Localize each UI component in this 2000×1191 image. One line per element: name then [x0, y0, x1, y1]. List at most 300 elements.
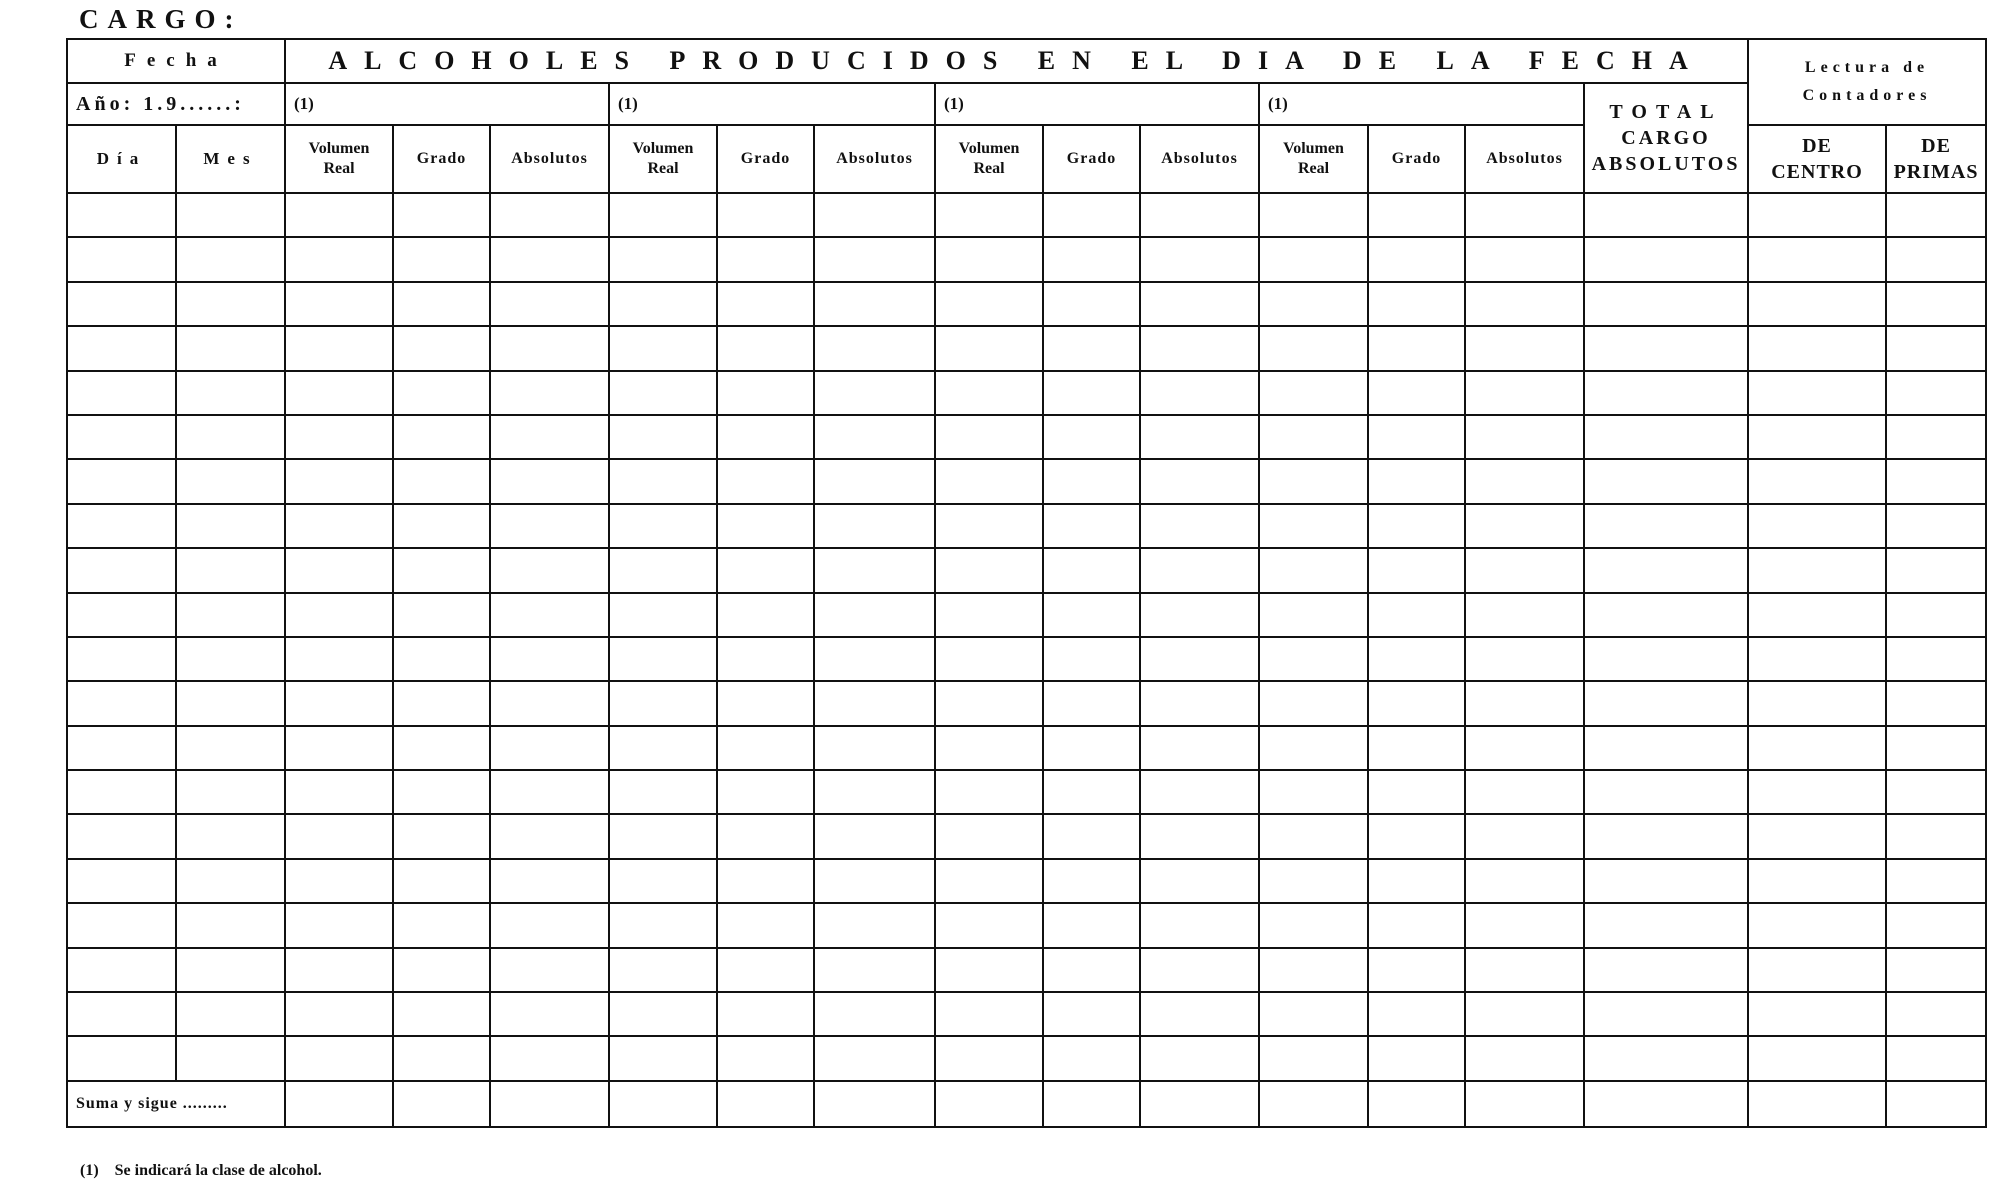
- table-cell[interactable]: [490, 237, 609, 281]
- table-cell[interactable]: [1259, 237, 1368, 281]
- table-cell[interactable]: [490, 282, 609, 326]
- table-cell[interactable]: [1140, 770, 1259, 814]
- table-cell[interactable]: [393, 859, 490, 903]
- table-cell[interactable]: [1584, 859, 1748, 903]
- table-cell[interactable]: [176, 237, 285, 281]
- table-cell[interactable]: [1584, 326, 1748, 370]
- table-cell[interactable]: [1368, 593, 1465, 637]
- table-cell[interactable]: [1368, 814, 1465, 858]
- table-cell[interactable]: [176, 637, 285, 681]
- table-cell[interactable]: [935, 282, 1043, 326]
- table-cell[interactable]: [717, 770, 814, 814]
- table-cell[interactable]: [176, 992, 285, 1036]
- table-cell[interactable]: [285, 504, 393, 548]
- table-cell[interactable]: [176, 726, 285, 770]
- table-cell[interactable]: [1748, 237, 1886, 281]
- table-cell[interactable]: [1465, 326, 1584, 370]
- table-cell[interactable]: [1748, 326, 1886, 370]
- table-cell[interactable]: [1140, 504, 1259, 548]
- table-cell[interactable]: [609, 814, 717, 858]
- table-cell[interactable]: [1584, 459, 1748, 503]
- table-cell[interactable]: [67, 504, 176, 548]
- table-cell[interactable]: [176, 814, 285, 858]
- table-cell[interactable]: [1259, 992, 1368, 1036]
- table-cell[interactable]: [1043, 859, 1140, 903]
- table-cell[interactable]: [1043, 593, 1140, 637]
- table-cell[interactable]: [814, 726, 935, 770]
- table-cell[interactable]: [1886, 415, 1986, 459]
- suma-cell[interactable]: [490, 1081, 609, 1127]
- table-cell[interactable]: [1465, 681, 1584, 725]
- table-cell[interactable]: [935, 859, 1043, 903]
- table-cell[interactable]: [935, 726, 1043, 770]
- table-cell[interactable]: [717, 193, 814, 237]
- table-cell[interactable]: [1886, 859, 1986, 903]
- table-cell[interactable]: [1748, 193, 1886, 237]
- table-cell[interactable]: [393, 948, 490, 992]
- table-cell[interactable]: [1259, 859, 1368, 903]
- table-cell[interactable]: [176, 371, 285, 415]
- table-cell[interactable]: [1259, 770, 1368, 814]
- table-cell[interactable]: [393, 992, 490, 1036]
- table-cell[interactable]: [935, 948, 1043, 992]
- table-cell[interactable]: [1140, 459, 1259, 503]
- table-cell[interactable]: [1043, 948, 1140, 992]
- table-cell[interactable]: [67, 637, 176, 681]
- table-cell[interactable]: [176, 459, 285, 503]
- table-cell[interactable]: [1886, 770, 1986, 814]
- table-cell[interactable]: [1886, 193, 1986, 237]
- table-cell[interactable]: [814, 282, 935, 326]
- table-cell[interactable]: [1584, 770, 1748, 814]
- table-cell[interactable]: [1259, 903, 1368, 947]
- table-cell[interactable]: [1043, 726, 1140, 770]
- table-cell[interactable]: [1886, 1036, 1986, 1080]
- alcohol-class-4[interactable]: (1): [1259, 83, 1584, 125]
- table-cell[interactable]: [1043, 770, 1140, 814]
- table-cell[interactable]: [1368, 415, 1465, 459]
- table-cell[interactable]: [393, 814, 490, 858]
- table-cell[interactable]: [285, 237, 393, 281]
- table-cell[interactable]: [1465, 459, 1584, 503]
- table-cell[interactable]: [490, 504, 609, 548]
- table-cell[interactable]: [67, 326, 176, 370]
- table-cell[interactable]: [1259, 326, 1368, 370]
- table-cell[interactable]: [285, 637, 393, 681]
- table-cell[interactable]: [67, 459, 176, 503]
- table-cell[interactable]: [285, 814, 393, 858]
- table-cell[interactable]: [1259, 814, 1368, 858]
- table-cell[interactable]: [490, 770, 609, 814]
- table-cell[interactable]: [1368, 193, 1465, 237]
- table-cell[interactable]: [609, 681, 717, 725]
- table-cell[interactable]: [1368, 726, 1465, 770]
- suma-cell[interactable]: [1368, 1081, 1465, 1127]
- table-cell[interactable]: [1043, 459, 1140, 503]
- table-cell[interactable]: [1748, 637, 1886, 681]
- table-cell[interactable]: [1886, 992, 1986, 1036]
- table-cell[interactable]: [1368, 948, 1465, 992]
- alcohol-class-3[interactable]: (1): [935, 83, 1259, 125]
- table-cell[interactable]: [176, 948, 285, 992]
- table-cell[interactable]: [1748, 548, 1886, 592]
- table-cell[interactable]: [814, 992, 935, 1036]
- table-cell[interactable]: [814, 459, 935, 503]
- table-cell[interactable]: [1043, 814, 1140, 858]
- table-cell[interactable]: [490, 726, 609, 770]
- table-cell[interactable]: [1043, 903, 1140, 947]
- table-cell[interactable]: [609, 859, 717, 903]
- table-cell[interactable]: [67, 237, 176, 281]
- table-cell[interactable]: [1584, 193, 1748, 237]
- table-cell[interactable]: [1043, 637, 1140, 681]
- table-cell[interactable]: [1140, 1036, 1259, 1080]
- table-cell[interactable]: [1886, 548, 1986, 592]
- table-cell[interactable]: [1140, 282, 1259, 326]
- table-cell[interactable]: [814, 770, 935, 814]
- table-cell[interactable]: [1465, 637, 1584, 681]
- table-cell[interactable]: [490, 548, 609, 592]
- table-cell[interactable]: [285, 681, 393, 725]
- alcohol-class-2[interactable]: (1): [609, 83, 935, 125]
- table-cell[interactable]: [490, 948, 609, 992]
- table-cell[interactable]: [814, 593, 935, 637]
- table-cell[interactable]: [490, 415, 609, 459]
- table-cell[interactable]: [1584, 237, 1748, 281]
- table-cell[interactable]: [609, 459, 717, 503]
- suma-cell[interactable]: [1465, 1081, 1584, 1127]
- table-cell[interactable]: [814, 237, 935, 281]
- table-cell[interactable]: [1368, 903, 1465, 947]
- table-cell[interactable]: [1259, 948, 1368, 992]
- table-cell[interactable]: [1140, 193, 1259, 237]
- table-cell[interactable]: [285, 948, 393, 992]
- table-cell[interactable]: [814, 637, 935, 681]
- table-cell[interactable]: [1465, 859, 1584, 903]
- table-cell[interactable]: [1584, 637, 1748, 681]
- table-cell[interactable]: [935, 814, 1043, 858]
- table-cell[interactable]: [1886, 459, 1986, 503]
- table-cell[interactable]: [814, 415, 935, 459]
- table-cell[interactable]: [717, 282, 814, 326]
- table-cell[interactable]: [1140, 237, 1259, 281]
- table-cell[interactable]: [176, 859, 285, 903]
- table-cell[interactable]: [1043, 681, 1140, 725]
- alcohol-class-1[interactable]: (1): [285, 83, 609, 125]
- table-cell[interactable]: [1140, 637, 1259, 681]
- table-cell[interactable]: [1368, 1036, 1465, 1080]
- table-cell[interactable]: [935, 415, 1043, 459]
- table-cell[interactable]: [1140, 859, 1259, 903]
- table-cell[interactable]: [935, 681, 1043, 725]
- table-cell[interactable]: [1259, 415, 1368, 459]
- table-cell[interactable]: [935, 992, 1043, 1036]
- table-cell[interactable]: [490, 1036, 609, 1080]
- table-cell[interactable]: [285, 859, 393, 903]
- table-cell[interactable]: [1043, 548, 1140, 592]
- table-cell[interactable]: [285, 326, 393, 370]
- table-cell[interactable]: [393, 903, 490, 947]
- table-cell[interactable]: [717, 681, 814, 725]
- table-cell[interactable]: [1140, 371, 1259, 415]
- table-cell[interactable]: [393, 637, 490, 681]
- table-cell[interactable]: [935, 593, 1043, 637]
- table-cell[interactable]: [1584, 903, 1748, 947]
- table-cell[interactable]: [935, 770, 1043, 814]
- table-cell[interactable]: [609, 726, 717, 770]
- table-cell[interactable]: [1465, 193, 1584, 237]
- table-cell[interactable]: [393, 237, 490, 281]
- table-cell[interactable]: [1368, 504, 1465, 548]
- table-cell[interactable]: [1584, 1036, 1748, 1080]
- table-cell[interactable]: [814, 948, 935, 992]
- table-cell[interactable]: [1886, 282, 1986, 326]
- table-cell[interactable]: [1368, 637, 1465, 681]
- table-cell[interactable]: [393, 1036, 490, 1080]
- table-cell[interactable]: [1140, 326, 1259, 370]
- table-cell[interactable]: [490, 992, 609, 1036]
- table-cell[interactable]: [1259, 504, 1368, 548]
- suma-cell[interactable]: [393, 1081, 490, 1127]
- table-cell[interactable]: [1584, 948, 1748, 992]
- table-cell[interactable]: [814, 1036, 935, 1080]
- table-cell[interactable]: [1043, 237, 1140, 281]
- table-cell[interactable]: [609, 326, 717, 370]
- table-cell[interactable]: [1465, 726, 1584, 770]
- suma-cell[interactable]: [1748, 1081, 1886, 1127]
- table-cell[interactable]: [814, 859, 935, 903]
- table-cell[interactable]: [67, 1036, 176, 1080]
- table-cell[interactable]: [67, 681, 176, 725]
- table-cell[interactable]: [285, 992, 393, 1036]
- table-cell[interactable]: [490, 193, 609, 237]
- table-cell[interactable]: [490, 593, 609, 637]
- table-cell[interactable]: [717, 637, 814, 681]
- table-cell[interactable]: [285, 770, 393, 814]
- table-cell[interactable]: [1465, 814, 1584, 858]
- suma-cell[interactable]: [1259, 1081, 1368, 1127]
- table-cell[interactable]: [717, 415, 814, 459]
- suma-cell[interactable]: [1140, 1081, 1259, 1127]
- table-cell[interactable]: [1584, 504, 1748, 548]
- table-cell[interactable]: [1584, 593, 1748, 637]
- table-cell[interactable]: [1748, 681, 1886, 725]
- table-cell[interactable]: [285, 415, 393, 459]
- table-cell[interactable]: [1465, 371, 1584, 415]
- suma-cell[interactable]: [285, 1081, 393, 1127]
- table-cell[interactable]: [176, 193, 285, 237]
- table-cell[interactable]: [285, 726, 393, 770]
- suma-cell[interactable]: [717, 1081, 814, 1127]
- table-cell[interactable]: [717, 726, 814, 770]
- table-cell[interactable]: [1748, 1036, 1886, 1080]
- table-cell[interactable]: [1043, 371, 1140, 415]
- table-cell[interactable]: [717, 859, 814, 903]
- table-cell[interactable]: [1584, 814, 1748, 858]
- suma-cell[interactable]: [1043, 1081, 1140, 1127]
- table-cell[interactable]: [1748, 903, 1886, 947]
- table-cell[interactable]: [490, 814, 609, 858]
- table-cell[interactable]: [1140, 681, 1259, 725]
- table-cell[interactable]: [1584, 548, 1748, 592]
- table-cell[interactable]: [609, 992, 717, 1036]
- table-cell[interactable]: [1465, 504, 1584, 548]
- table-cell[interactable]: [1748, 593, 1886, 637]
- table-cell[interactable]: [1886, 637, 1986, 681]
- table-cell[interactable]: [1886, 903, 1986, 947]
- table-cell[interactable]: [814, 814, 935, 858]
- ano-field[interactable]: Año: 1.9......:: [67, 83, 285, 125]
- table-cell[interactable]: [67, 948, 176, 992]
- table-cell[interactable]: [67, 371, 176, 415]
- table-cell[interactable]: [935, 237, 1043, 281]
- table-cell[interactable]: [1465, 593, 1584, 637]
- table-cell[interactable]: [1465, 903, 1584, 947]
- table-cell[interactable]: [1368, 992, 1465, 1036]
- table-cell[interactable]: [1465, 282, 1584, 326]
- table-cell[interactable]: [935, 326, 1043, 370]
- table-cell[interactable]: [717, 992, 814, 1036]
- table-cell[interactable]: [1368, 371, 1465, 415]
- table-cell[interactable]: [1465, 770, 1584, 814]
- table-cell[interactable]: [1140, 726, 1259, 770]
- table-cell[interactable]: [67, 814, 176, 858]
- table-cell[interactable]: [176, 548, 285, 592]
- table-cell[interactable]: [1043, 326, 1140, 370]
- table-cell[interactable]: [1465, 415, 1584, 459]
- table-cell[interactable]: [1584, 681, 1748, 725]
- table-cell[interactable]: [1584, 992, 1748, 1036]
- table-cell[interactable]: [285, 193, 393, 237]
- table-cell[interactable]: [814, 548, 935, 592]
- table-cell[interactable]: [176, 593, 285, 637]
- table-cell[interactable]: [1584, 371, 1748, 415]
- table-cell[interactable]: [1259, 193, 1368, 237]
- table-cell[interactable]: [717, 593, 814, 637]
- table-cell[interactable]: [814, 371, 935, 415]
- suma-cell[interactable]: [1886, 1081, 1986, 1127]
- table-cell[interactable]: [1368, 859, 1465, 903]
- table-cell[interactable]: [1368, 681, 1465, 725]
- table-cell[interactable]: [393, 371, 490, 415]
- table-cell[interactable]: [1259, 681, 1368, 725]
- table-cell[interactable]: [176, 1036, 285, 1080]
- table-cell[interactable]: [1886, 681, 1986, 725]
- table-cell[interactable]: [814, 903, 935, 947]
- table-cell[interactable]: [393, 504, 490, 548]
- table-cell[interactable]: [1748, 415, 1886, 459]
- table-cell[interactable]: [1584, 726, 1748, 770]
- table-cell[interactable]: [67, 415, 176, 459]
- table-cell[interactable]: [1259, 459, 1368, 503]
- table-cell[interactable]: [490, 326, 609, 370]
- table-cell[interactable]: [609, 637, 717, 681]
- suma-cell[interactable]: [609, 1081, 717, 1127]
- table-cell[interactable]: [1748, 814, 1886, 858]
- table-cell[interactable]: [717, 948, 814, 992]
- table-cell[interactable]: [67, 992, 176, 1036]
- table-cell[interactable]: [1465, 992, 1584, 1036]
- table-cell[interactable]: [935, 459, 1043, 503]
- table-cell[interactable]: [176, 903, 285, 947]
- table-cell[interactable]: [67, 282, 176, 326]
- table-cell[interactable]: [1140, 992, 1259, 1036]
- table-cell[interactable]: [393, 193, 490, 237]
- table-cell[interactable]: [1465, 948, 1584, 992]
- table-cell[interactable]: [1748, 859, 1886, 903]
- table-cell[interactable]: [1465, 1036, 1584, 1080]
- table-cell[interactable]: [285, 593, 393, 637]
- table-cell[interactable]: [717, 548, 814, 592]
- table-cell[interactable]: [1886, 504, 1986, 548]
- table-cell[interactable]: [67, 193, 176, 237]
- table-cell[interactable]: [935, 504, 1043, 548]
- table-cell[interactable]: [717, 903, 814, 947]
- table-cell[interactable]: [1140, 948, 1259, 992]
- table-cell[interactable]: [1465, 237, 1584, 281]
- table-cell[interactable]: [717, 814, 814, 858]
- table-cell[interactable]: [176, 326, 285, 370]
- table-cell[interactable]: [490, 637, 609, 681]
- table-cell[interactable]: [176, 681, 285, 725]
- table-cell[interactable]: [1043, 504, 1140, 548]
- table-cell[interactable]: [1043, 1036, 1140, 1080]
- table-cell[interactable]: [1886, 593, 1986, 637]
- table-cell[interactable]: [67, 726, 176, 770]
- table-cell[interactable]: [1259, 282, 1368, 326]
- table-cell[interactable]: [285, 282, 393, 326]
- table-cell[interactable]: [1748, 992, 1886, 1036]
- table-cell[interactable]: [814, 681, 935, 725]
- table-cell[interactable]: [176, 415, 285, 459]
- table-cell[interactable]: [1748, 504, 1886, 548]
- table-cell[interactable]: [393, 459, 490, 503]
- suma-cell[interactable]: [1584, 1081, 1748, 1127]
- table-cell[interactable]: [1368, 459, 1465, 503]
- table-cell[interactable]: [609, 948, 717, 992]
- table-cell[interactable]: [490, 859, 609, 903]
- table-cell[interactable]: [814, 504, 935, 548]
- table-cell[interactable]: [609, 237, 717, 281]
- table-cell[interactable]: [1259, 1036, 1368, 1080]
- table-cell[interactable]: [1368, 237, 1465, 281]
- table-cell[interactable]: [717, 504, 814, 548]
- table-cell[interactable]: [814, 326, 935, 370]
- table-cell[interactable]: [1886, 371, 1986, 415]
- table-cell[interactable]: [717, 237, 814, 281]
- table-cell[interactable]: [1368, 548, 1465, 592]
- table-cell[interactable]: [1140, 593, 1259, 637]
- table-cell[interactable]: [490, 903, 609, 947]
- table-cell[interactable]: [1140, 814, 1259, 858]
- table-cell[interactable]: [1043, 992, 1140, 1036]
- table-cell[interactable]: [1259, 637, 1368, 681]
- table-cell[interactable]: [609, 593, 717, 637]
- table-cell[interactable]: [67, 859, 176, 903]
- table-cell[interactable]: [176, 282, 285, 326]
- table-cell[interactable]: [285, 1036, 393, 1080]
- table-cell[interactable]: [1259, 593, 1368, 637]
- table-cell[interactable]: [717, 326, 814, 370]
- table-cell[interactable]: [1140, 415, 1259, 459]
- table-cell[interactable]: [717, 1036, 814, 1080]
- table-cell[interactable]: [1140, 548, 1259, 592]
- table-cell[interactable]: [1140, 903, 1259, 947]
- table-cell[interactable]: [1748, 770, 1886, 814]
- table-cell[interactable]: [1043, 193, 1140, 237]
- table-cell[interactable]: [393, 726, 490, 770]
- table-cell[interactable]: [393, 282, 490, 326]
